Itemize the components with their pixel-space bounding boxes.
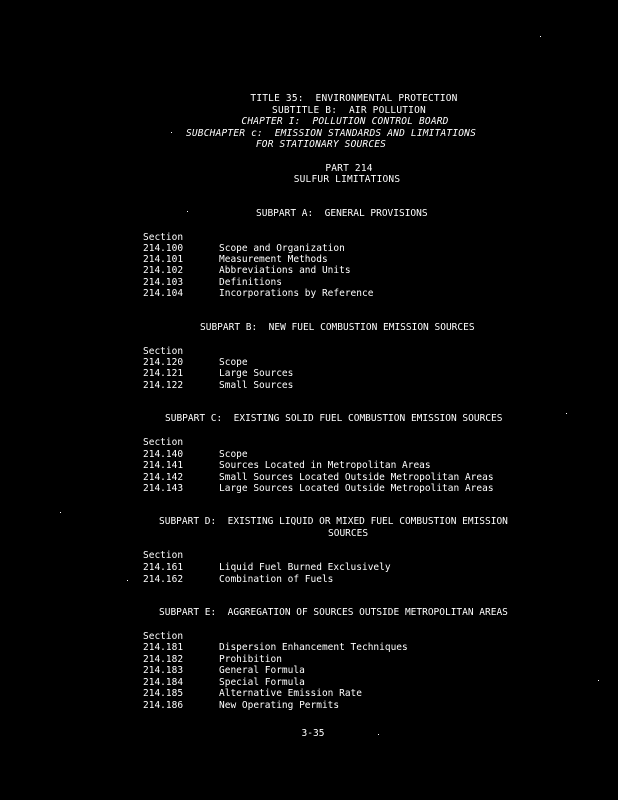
section-number: 214.182 — [143, 654, 184, 665]
section-number: 214.186 — [143, 700, 184, 711]
section-title: Liquid Fuel Burned Exclusively — [219, 562, 391, 573]
scan-speck — [187, 211, 188, 212]
section-title: Scope — [219, 357, 248, 368]
document-header — [0, 93, 618, 186]
scan-speck — [378, 734, 379, 735]
subpart-e — [0, 607, 618, 711]
section-title: Dispersion Enhancement Techniques — [219, 642, 408, 653]
section-row — [143, 449, 248, 461]
section-row — [143, 357, 248, 369]
section-number: 214.162 — [143, 574, 184, 585]
section-number: 214.102 — [143, 265, 184, 276]
section-title: General Formula — [219, 665, 305, 676]
scan-speck — [127, 580, 128, 581]
section-number: 214.101 — [143, 254, 184, 265]
section-row — [143, 574, 333, 586]
subpart-heading: SUBPART D: EXISTING LIQUID OR MIXED FUEL COMBUSTION EMISSION — [159, 516, 508, 527]
subpart-heading-continued: SOURCES — [328, 527, 369, 539]
section-number: 214.183 — [143, 665, 184, 676]
section-column-label: Section — [143, 437, 184, 448]
section-title: Large Sources — [219, 368, 294, 379]
scan-speck — [171, 132, 172, 133]
section-title: Scope and Organization — [219, 243, 345, 254]
title-heading: TITLE 35: ENVIRONMENTAL PROTECTION — [250, 93, 458, 104]
scan-speck — [540, 36, 541, 37]
section-title: Small Sources Located Outside Metropolitan Areas — [219, 472, 494, 483]
part-number: PART 214 — [325, 162, 373, 174]
section-row — [143, 677, 305, 689]
section-column-label: Section — [143, 631, 184, 642]
section-number: 214.122 — [143, 380, 184, 391]
subpart-heading: SUBPART C: EXISTING SOLID FUEL COMBUSTION EMISSION SOURCES — [165, 413, 503, 424]
section-row — [143, 254, 328, 266]
section-number: 214.103 — [143, 277, 184, 288]
section-title: Measurement Methods — [219, 254, 328, 265]
page-number: 3-35 — [301, 728, 325, 739]
section-row — [143, 688, 362, 700]
section-row — [143, 642, 408, 654]
part-block — [0, 163, 618, 186]
subpart-heading: SUBPART E: AGGREGATION OF SOURCES OUTSIDE METROPOLITAN AREAS — [159, 607, 508, 618]
scan-speck — [60, 512, 61, 513]
scan-speck — [566, 413, 567, 414]
section-title: Large Sources Located Outside Metropolitan Areas — [219, 483, 494, 494]
section-number: 214.181 — [143, 642, 184, 653]
section-row — [143, 288, 373, 300]
section-number: 214.121 — [143, 368, 184, 379]
subchapter-heading-continued: FOR STATIONARY SOURCES — [255, 139, 387, 150]
section-number: 214.100 — [143, 243, 184, 254]
subchapter-heading: SUBCHAPTER c: EMISSION STANDARDS AND LIMITATIONS — [185, 127, 477, 139]
section-row — [143, 472, 494, 484]
section-column-label: Section — [143, 346, 184, 357]
section-row — [143, 265, 351, 277]
section-row — [143, 483, 494, 495]
section-row — [143, 277, 282, 289]
subtitle-heading: SUBTITLE B: AIR POLLUTION — [272, 104, 426, 116]
section-title: Incorporations by Reference — [219, 288, 374, 299]
section-title: Special Formula — [219, 677, 305, 688]
section-title: Sources Located in Metropolitan Areas — [219, 460, 431, 471]
section-row — [143, 562, 391, 574]
section-number: 214.140 — [143, 449, 184, 460]
chapter-heading: CHAPTER I: POLLUTION CONTROL BOARD — [241, 116, 449, 127]
subpart-d — [0, 516, 618, 585]
section-number: 214.120 — [143, 357, 184, 368]
section-title: Definitions — [219, 277, 282, 288]
subpart-heading: SUBPART A: GENERAL PROVISIONS — [256, 208, 428, 219]
section-number: 214.143 — [143, 483, 184, 494]
subpart-b — [0, 322, 618, 391]
section-title: Prohibition — [219, 654, 282, 665]
section-number: 214.161 — [143, 562, 184, 573]
section-title: Small Sources — [219, 380, 294, 391]
section-title: New Operating Permits — [219, 700, 340, 711]
part-title: SULFUR LIMITATIONS — [293, 174, 401, 185]
section-row — [143, 380, 293, 392]
section-title: Scope — [219, 449, 248, 460]
section-title: Combination of Fuels — [219, 574, 334, 585]
section-column-label: Section — [143, 550, 184, 561]
section-row — [143, 700, 339, 712]
section-row — [143, 368, 293, 380]
subpart-c — [0, 413, 618, 494]
section-title: Abbreviations and Units — [219, 265, 351, 276]
subpart-heading: SUBPART B: NEW FUEL COMBUSTION EMISSION SOURCES — [200, 322, 475, 333]
section-row — [143, 654, 282, 666]
section-number: 214.184 — [143, 677, 184, 688]
section-number: 214.142 — [143, 472, 184, 483]
scan-speck — [598, 680, 599, 681]
section-row — [143, 665, 305, 677]
section-number: 214.104 — [143, 288, 184, 299]
section-row — [143, 243, 345, 255]
subpart-a — [0, 208, 618, 299]
section-row — [143, 460, 431, 472]
section-column-label: Section — [143, 232, 184, 243]
section-number: 214.141 — [143, 460, 184, 471]
section-title: Alternative Emission Rate — [219, 688, 362, 699]
section-number: 214.185 — [143, 688, 184, 699]
